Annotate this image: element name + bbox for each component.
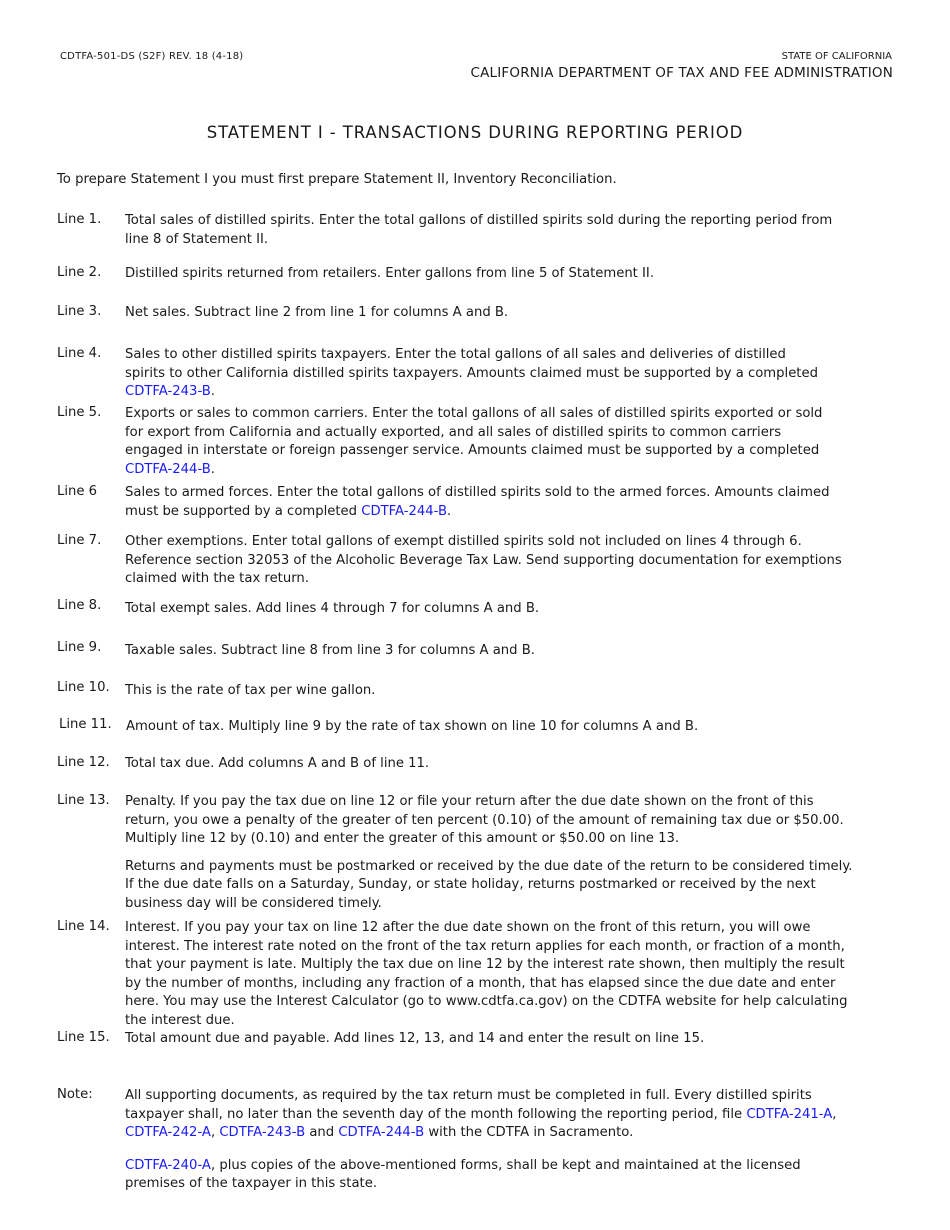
- intro-text: To prepare Statement I you must first prepare Statement II, Inventory Reconciliation.: [57, 172, 617, 187]
- cdtfa-243-b-link[interactable]: CDTFA-243-B: [125, 384, 211, 400]
- line-9-text: Taxable sales. Subtract line 8 from line 3 for columns A and B.: [125, 643, 535, 658]
- line-6-text: Sales to armed forces. Enter the total gallons of distilled spirits sold to the armed forces. Amounts claimed must be supported by a completed CDTFA-244-B.: [125, 485, 830, 519]
- line-11-text: Amount of tax. Multiply line 9 by the rate of tax shown on line 10 for columns A and B.: [126, 719, 699, 734]
- line-6-label: Line 6: [57, 484, 98, 499]
- line-2-text: Distilled spirits returned from retailers. Enter gallons from line 5 of Statement II.: [125, 266, 655, 281]
- line-7-text: Other exemptions. Enter total gallons of exempt distilled spirits sold not included on lines 4 through 6. Reference section 32053 of the Alcoholic Beverage Tax Law. Send supporting documentation for exemptions claimed with the tax return.: [125, 534, 842, 587]
- line-9-label: Line 9.: [57, 640, 102, 655]
- cdtfa-244-b-link-2[interactable]: CDTFA-244-B: [361, 503, 448, 519]
- cdtfa-240-a-link[interactable]: CDTFA-240-A: [125, 1157, 211, 1173]
- page-title: STATEMENT I - TRANSACTIONS DURING REPORTING PERIOD: [206, 123, 744, 142]
- cdtfa-244-b-link[interactable]: CDTFA-244-B: [125, 461, 211, 477]
- line-15-label: Line 15.: [57, 1030, 110, 1045]
- note-label: Note:: [57, 1087, 93, 1102]
- line-14-text: Interest. If you pay your tax on line 12 after the due date shown on the front of this return, you will owe interest. The interest rate noted on the front of the tax return applies for each month, or fraction of a month, that your payment is late. Multiply the tax due on line 12 by the interest rate shown, then multiply the result by the number of months, including any fraction of a month, that has elapsed since the due date and enter here. You may use the Interest Calculator (go to www.cdtfa.ca.gov) on the CDTFA website for help calculating the interest due.: [125, 920, 848, 1028]
- note-text: [125, 1087, 861, 1194]
- cdtfa-242-a-link[interactable]: CDTFA-242-A: [125, 1125, 211, 1141]
- line-4-label: Line 4.: [57, 346, 102, 361]
- line-2-label: Line 2.: [57, 265, 102, 280]
- line-4-text: Sales to other distilled spirits taxpayers. Enter the total gallons of all sales and deliveries of distilled spirits to other California distilled spirits taxpayers. Amounts claimed must be supported by a completed CDTFA-243-B.: [125, 347, 818, 400]
- line-8-text: Total exempt sales. Add lines 4 through 7 for columns A and B.: [125, 601, 540, 616]
- line-13-text: [125, 793, 853, 914]
- line-12-text: Total tax due. Add columns A and B of line 11.: [125, 756, 430, 771]
- cdtfa-241-a-link[interactable]: CDTFA-241-A: [746, 1106, 833, 1122]
- line-8-label: Line 8.: [57, 598, 102, 613]
- line-3-text: Net sales. Subtract line 2 from line 1 for columns A and B.: [125, 305, 509, 320]
- line-14-label: Line 14.: [57, 919, 110, 934]
- department-name: CALIFORNIA DEPARTMENT OF TAX AND FEE ADMINISTRATION: [470, 65, 893, 81]
- line-13-timely-text: Returns and payments must be postmarked or received by the due date of the return to be considered timely. If the due date falls on a Saturday, Sunday, or state holiday, returns postmarked or received by the next business day will be considered timely.: [125, 858, 853, 911]
- line-5-label: Line 5.: [57, 405, 102, 420]
- cdtfa-243-b-note-link[interactable]: CDTFA-243-B: [219, 1125, 306, 1141]
- cdtfa-244-b-note-link[interactable]: CDTFA-244-B: [338, 1125, 425, 1141]
- line-1-label: Line 1.: [57, 212, 102, 227]
- line-5-text: Exports or sales to common carriers. Enter the total gallons of all sales of distilled spirits exported or sold for export from California and actually exported, and all sales of distilled spirits to common carriers engaged in interstate or foreign passenger service. Amounts claimed must be supported by a completed CDTFA-244-B.: [125, 406, 823, 477]
- form-id: CDTFA-501-DS (S2F) REV. 18 (4-18): [60, 51, 244, 62]
- line-3-label: Line 3.: [57, 304, 102, 319]
- line-7-label: Line 7.: [57, 533, 102, 548]
- line-12-label: Line 12.: [57, 755, 110, 770]
- line-13-label: Line 13.: [57, 793, 110, 808]
- note-paragraph-2: CDTFA-240-A, plus copies of the above-mentioned forms, shall be kept and maintained at the licensed premises of the taxpayer in this state.: [125, 1157, 801, 1192]
- state-label: STATE OF CALIFORNIA: [781, 51, 892, 62]
- line-15-text: Total amount due and payable. Add lines 12, 13, and 14 and enter the result on line 15.: [125, 1031, 705, 1046]
- line-1-text: Total sales of distilled spirits. Enter the total gallons of distilled spirits sold during the reporting period from line 8 of Statement II.: [125, 213, 833, 247]
- line-13-penalty-text: Penalty. If you pay the tax due on line 12 or file your return after the due date shown on the front of this return, you owe a penalty of the greater of ten percent (0.10) of the amount of remaining tax due or $50.00. Multiply line 12 by (0.10) and enter the greater of this amount or $50.00 on line 13.: [125, 794, 844, 847]
- note-paragraph-1: All supporting documents, as required by the tax return must be completed in full. Every distilled spirits taxpayer shall, no later than the seventh day of the month following the reporting period, file CDTFA-241-A, CDTFA-242-A, CDTFA-243-B and CDTFA-244-B with the CDTFA in Sacramento.: [125, 1088, 837, 1141]
- line-11-label: Line 11.: [59, 717, 112, 732]
- line-10-label: Line 10.: [57, 680, 110, 695]
- line-10-text: This is the rate of tax per wine gallon.: [125, 683, 376, 698]
